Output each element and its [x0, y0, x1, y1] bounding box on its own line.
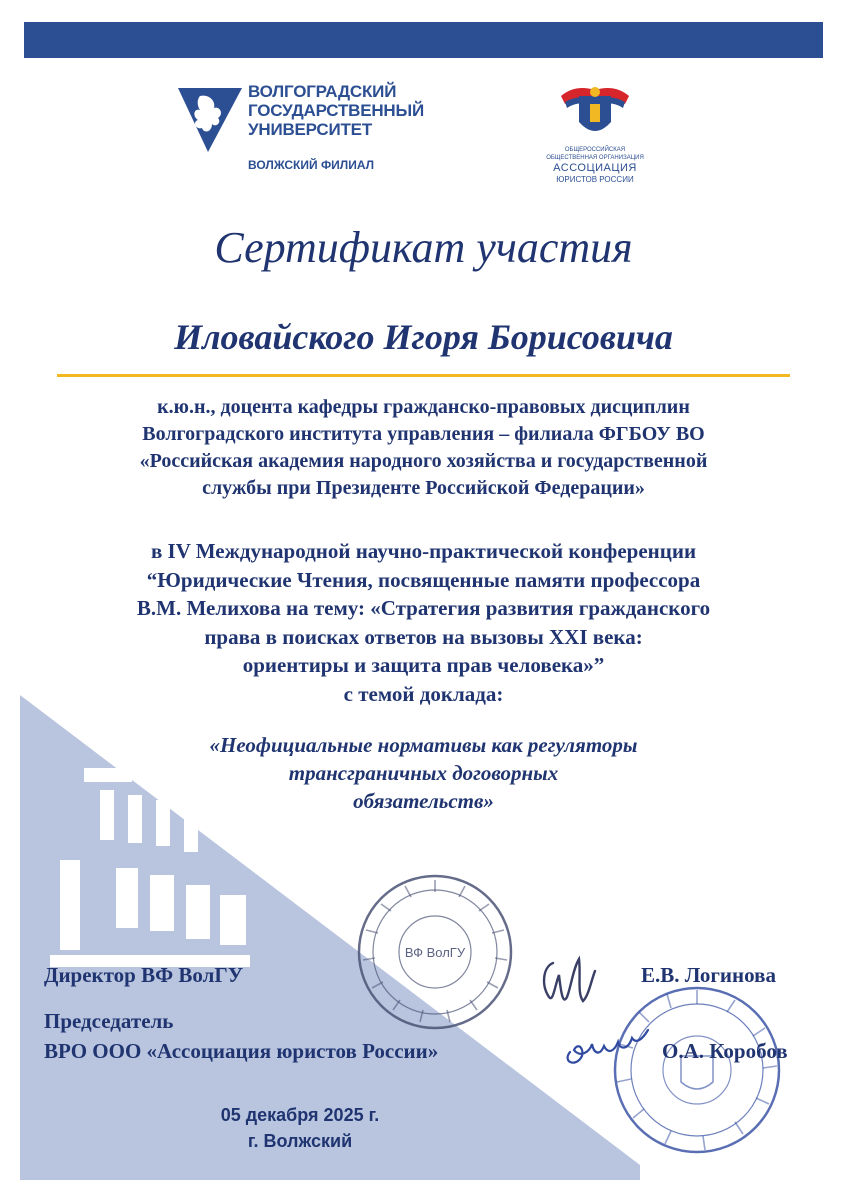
association-name: АССОЦИАЦИЯ	[553, 162, 637, 174]
association-type	[520, 146, 670, 162]
affiliation-line: «Российская академия народного хозяйства и государственной	[139, 450, 708, 472]
university-name	[248, 82, 424, 139]
director-name: Е.В. Логинова	[641, 963, 776, 987]
association-emblem-icon	[555, 82, 635, 144]
conference-line: В.М. Мелихова на тему: «Стратегия развития гражданского	[136, 596, 711, 620]
stamp-center-text: ВФ ВолГУ	[404, 945, 466, 960]
conference-line: ориентиры и защита прав человека»”	[242, 653, 605, 677]
recipient-name: Иловайского Игоря Борисовича	[174, 317, 673, 357]
affiliation-line: службы при Президенте Российской Федерации»	[202, 477, 645, 499]
issue-date: 05 декабря 2025 г.	[220, 1105, 380, 1125]
vgu-oak-leaf-logo	[178, 82, 242, 154]
university-name-line: ВОЛГОГРАДСКИЙ	[248, 82, 397, 101]
conference-line: с темой доклада:	[343, 681, 504, 706]
affiliation-line: к.ю.н., доцента кафедры гражданско-правовых дисциплин	[157, 396, 690, 418]
vfvolgu-round-stamp	[355, 872, 515, 1032]
issue-date-block	[170, 1102, 430, 1154]
issue-city: г. Волжский	[247, 1131, 353, 1151]
conference-description	[0, 537, 847, 708]
chair-name: О.А. Коробов	[662, 1039, 788, 1063]
conference-line: в IV Международной научно-практической конференции	[150, 539, 697, 563]
certificate-title: Сертификат участия	[214, 223, 633, 272]
report-topic-line: обязательств»	[353, 789, 494, 813]
conference-line: права в поисках ответов на вызовы XXI века:	[204, 624, 643, 649]
report-topic	[0, 731, 847, 815]
university-name-line: УНИВЕРСИТЕТ	[248, 120, 373, 139]
recipient-affiliation	[0, 394, 847, 502]
association-name-sub: ЮРИСТОВ РОССИИ	[556, 175, 634, 184]
director-signature	[535, 945, 605, 1015]
chair-signature	[562, 1022, 657, 1072]
university-name-line: ГОСУДАРСТВЕННЫЙ	[248, 101, 424, 120]
branch-name: ВОЛЖСКИЙ ФИЛИАЛ	[248, 158, 375, 172]
conference-line: “Юридические Чтения, посвященные памяти профессора	[146, 567, 701, 592]
report-topic-line: трансграничных договорных	[288, 761, 559, 785]
report-topic-line: «Неофициальные нормативы как регуляторы	[209, 733, 638, 757]
association-type-line: ОБЩЕСТВЕННАЯ ОРГАНИЗАЦИЯ	[546, 155, 644, 161]
association-type-line: ОБЩЕРОССИЙСКАЯ	[564, 147, 626, 153]
divider-line	[57, 374, 790, 377]
chair-title-line1: Председатель	[44, 1009, 174, 1033]
director-title: Директор ВФ ВолГУ	[44, 963, 244, 987]
affiliation-line: Волгоградского института управления – филиала ФГБОУ ВО	[142, 423, 705, 445]
chair-title-line2: ВРО ООО «Ассоциация юристов России»	[44, 1039, 439, 1063]
